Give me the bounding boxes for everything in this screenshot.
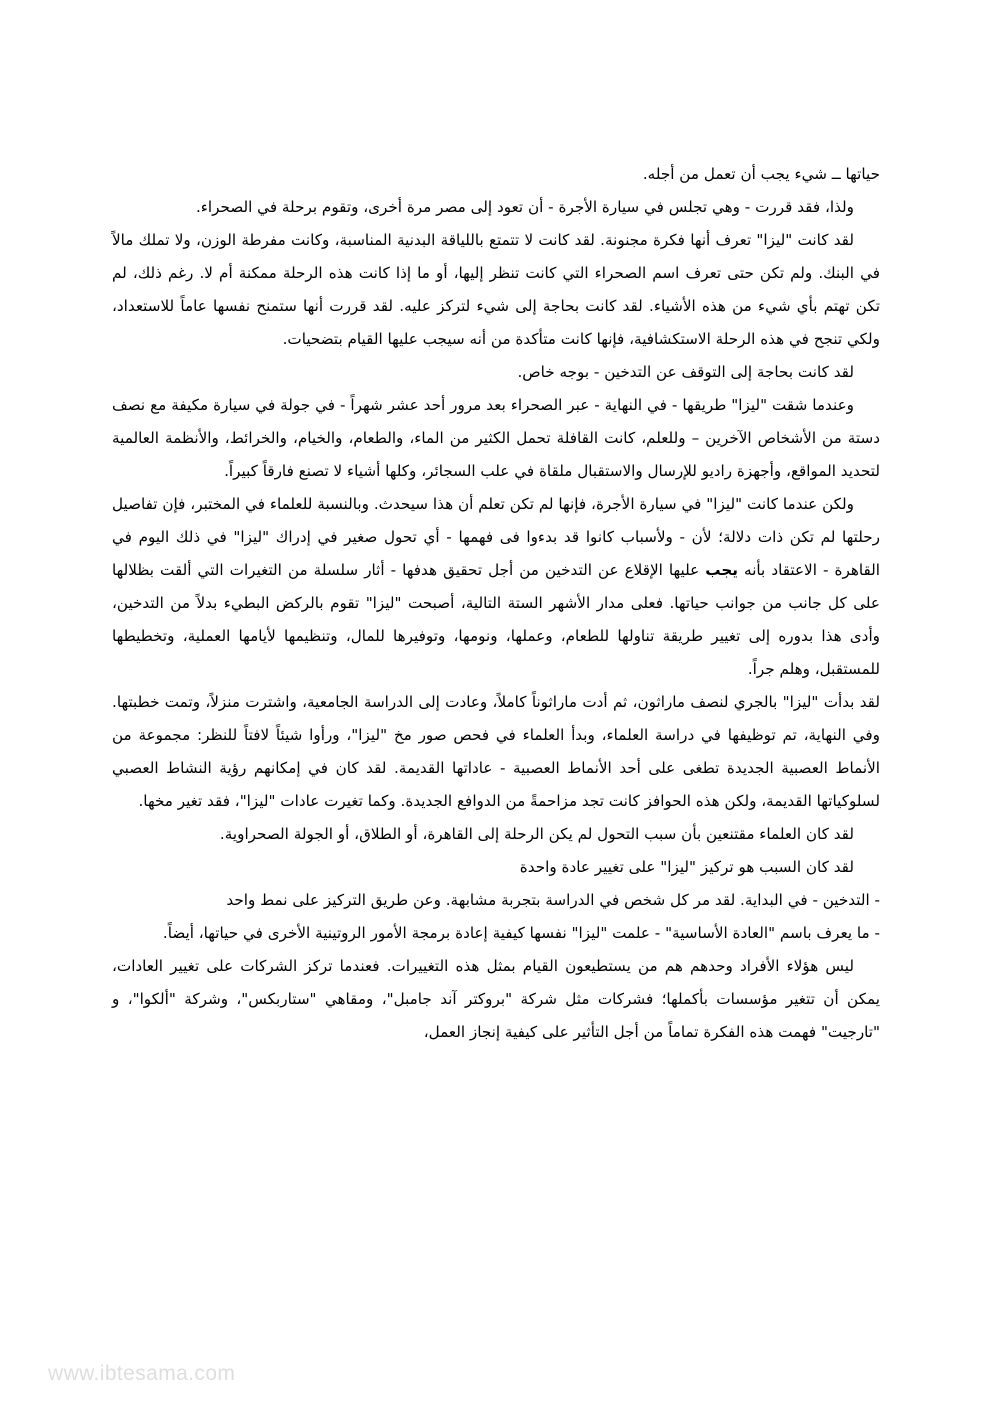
paragraph-11: - ما يعرف باسم "العادة الأساسية" - علمت "ليزا" نفسها كيفية إعادة برمجة الأمور الروتينية الأخرى في حياتها، أيضاً. xyxy=(162,924,880,942)
paragraph-6-segment-3: عليها الإقلاع عن التدخين من أجل تحقيق هدفها - أثار سلسلة من التغيرات التي ألقت بظلالها على كل جانب من جوانب حياتها. فعلى مدار الأشهر الستة التالية، أصبحت "ليزا" تقوم بالركض البطيء بدلاً من التدخين، وأدى هذا بدوره إلى تغيير طريقة تناولها للطعام، وعملها، ونومها، وتوفيرها للمال، وتنظيمها لأيامها العملية، وتخطيطها للمستقبل، وهلم جراً. xyxy=(112,561,880,678)
paragraph-7: لقد بدأت "ليزا" بالجري لنصف ماراثون، ثم أدت ماراثوناً كاملاً، وعادت إلى الدراسة الجامعية، واشترت منزلاً، وتمت خطبتها. وفي النهاية، تم توظيفها في دراسة العلماء، وبدأ العلماء في فحص صور مخ "ليزا"، ورأوا شيئاً لافتاً للنظر: مجموعة من الأنماط العصبية الجديدة تطغى على أحد الأنماط العصبية - عاداتها القديمة. لقد كان في إمكانهم رؤية النشاط العصبي لسلوكياتها القديمة، ولكن هذه الحوافز كانت تجد مزاحمةً من الدوافع الجديدة. وكما تغيرت عادات "ليزا"، فقد تغير مخها. xyxy=(112,693,880,810)
paragraph-9: لقد كان السبب هو تركيز "ليزا" على تغيير عادة واحدة xyxy=(519,858,854,876)
paragraph-8: لقد كان العلماء مقتنعين بأن سبب التحول لم يكن الرحلة إلى القاهرة، أو الطلاق، أو الجولة الصحراوية. xyxy=(219,825,854,843)
paragraph-3: لقد كانت "ليزا" تعرف أنها فكرة مجنونة. لقد كانت لا تتمتع باللياقة البدنية المناسبة، وكانت مفرطة الوزن، ولا تملك مالاً في البنك. ولم تكن حتى تعرف اسم الصحراء التي كانت تنظر إليها، أو ما إذا كانت هذه الرحلة ممكنة أم لا. رغم ذلك، لم تكن تهتم بأي شيء من هذه الأشياء. لقد كانت بحاجة إلى شيء لتركز عليه. لقد قررت أنها ستمنح نفسها عاماً للاستعداد، ولكي تنجح في هذه الرحلة الاستكشافية، فإنها كانت متأكدة من أنه سيجب عليها القيام بتضحيات. xyxy=(112,231,880,348)
paragraph-12: ليس هؤلاء الأفراد وحدهم هم من يستطيعون القيام بمثل هذه التغييرات. فعندما تركز الشركات على تغيير العادات، يمكن أن تتغير مؤسسات بأكملها؛ فشركات مثل شركة "بروكتر آند جامبل"، ومقاهي "ستاربكس"، وشركة "ألكوا"، و "تارجيت" فهمت هذه الفكرة تماماً من أجل التأثير على كيفية إنجاز العمل، xyxy=(112,957,880,1041)
paragraph-6 xyxy=(112,488,880,686)
document-text-body xyxy=(112,158,880,1049)
site-watermark: www.ibtesama.com xyxy=(48,1362,236,1385)
paragraph-5: وعندما شقت "ليزا" طريقها - في النهاية - عبر الصحراء بعد مرور أحد عشر شهراً - في جولة في سيارة مكيفة مع نصف دستة من الأشخاص الآخرين – وللعلم، كانت القافلة تحمل الكثير من الماء، والطعام، والخيام، والخرائط، والأنظمة العالمية لتحديد المواقع، وأجهزة راديو للإرسال والاستقبال ملقاة في علب السجائر، وكلها أشياء لا تصنع فارقاً كبيراً. xyxy=(112,396,880,480)
paragraph-6-emphasis: يجب xyxy=(705,561,739,579)
paragraph-6-segment-1: ولكن عندما كانت "ليزا" في سيارة الأجرة، فإنها لم تكن تعلم أن هذا سيحدث. وبالنسبة للعلماء في المختبر، فإن تفاصيل رحلتها لم تكن ذات دلالة؛ لأن - ولأسباب كانوا قد بدءوا فى فهمها - أي تحول صغير في إدراك "ليزا" في ذلك اليوم في القاهرة - الاعتقاد بأنه xyxy=(112,495,880,579)
paragraph-10: - التدخين - في البداية. لقد مر كل شخص في الدراسة بتجربة مشابهة. وعن طريق التركيز على نمط واحد xyxy=(226,891,880,909)
paragraph-2: ولذا، فقد قررت - وهي تجلس في سيارة الأجرة - أن تعود إلى مصر مرة أخرى، وتقوم برحلة في الصحراء. xyxy=(195,198,854,216)
paragraph-4: لقد كانت بحاجة إلى التوقف عن التدخين - بوجه خاص. xyxy=(517,363,854,381)
paragraph-continuation: حياتها ــ شيء يجب أن تعمل من أجله. xyxy=(642,165,880,183)
